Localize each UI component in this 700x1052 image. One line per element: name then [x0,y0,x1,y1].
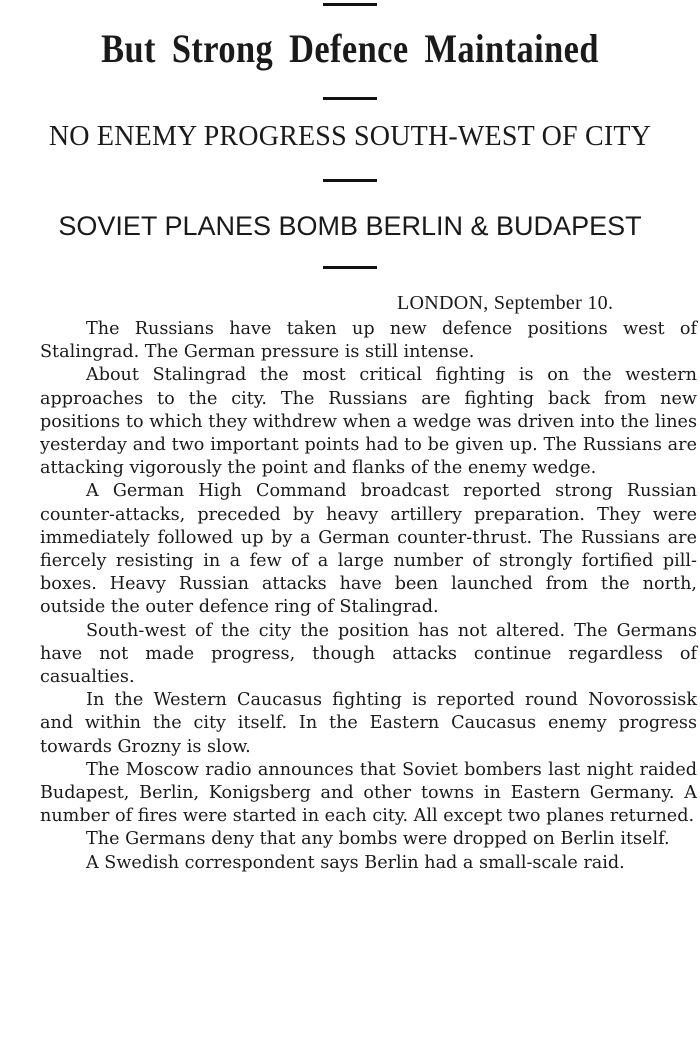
article-paragraph: A German High Command broadcast reported strong Russian counter-attacks, preceded by heavy artillery preparation. They were immediately followed up by a German counter-thrust. The Russians are fiercely resisting in a few of a large number of strongly fortified pill-boxes. Heavy Russian attacks have been launched from the north, outside the outer defence ring of Stalingrad. [40,481,697,618]
headline: But Strong Defence Maintained [101,26,599,71]
dateline: LONDON, September 10. [397,292,614,314]
subheadline-2-rule [323,266,377,269]
article-body [40,318,697,875]
subheadline-1: NO ENEMY PROGRESS SOUTH-WEST OF CITY [48,121,652,152]
subheadline-1-rule [323,179,377,182]
article-paragraph: A Swedish correspondent says Berlin had a small-scale raid. [86,852,625,873]
article-paragraph: In the Western Caucasus fighting is reported round Novorossisk and within the city itself. In the Eastern Caucasus enemy progress towards Grozny is slow. [40,690,697,757]
headline-rule [323,97,377,100]
article-paragraph: The Moscow radio announces that Soviet bombers last night raided Budapest, Berlin, Konigsberg and other towns in Eastern Germany. A number of fires were started in each city. All except two planes returned. [40,759,697,827]
article-paragraph: The Russians have taken up new defence positions west of Stalingrad. The German pressure is still intense. [40,319,697,363]
top-rule [323,3,377,6]
article-paragraph: South-west of the city the position has not altered. The Germans have not made progress, though attacks continue regardless of casualties. [40,620,697,688]
subheadline-2: SOVIET PLANES BOMB BERLIN & BUDAPEST [58,211,642,241]
article-paragraph: The Germans deny that any bombs were dropped on Berlin itself. [86,829,670,850]
article-paragraph: About Stalingrad the most critical fighting is on the western approaches to the city. The Russians are fighting back from new positions to which they withdrew when a wedge was driven into the lines yesterday and two important points had to be given up. The Russians are attacking vigorously the point and flanks of the enemy wedge. [40,365,697,479]
